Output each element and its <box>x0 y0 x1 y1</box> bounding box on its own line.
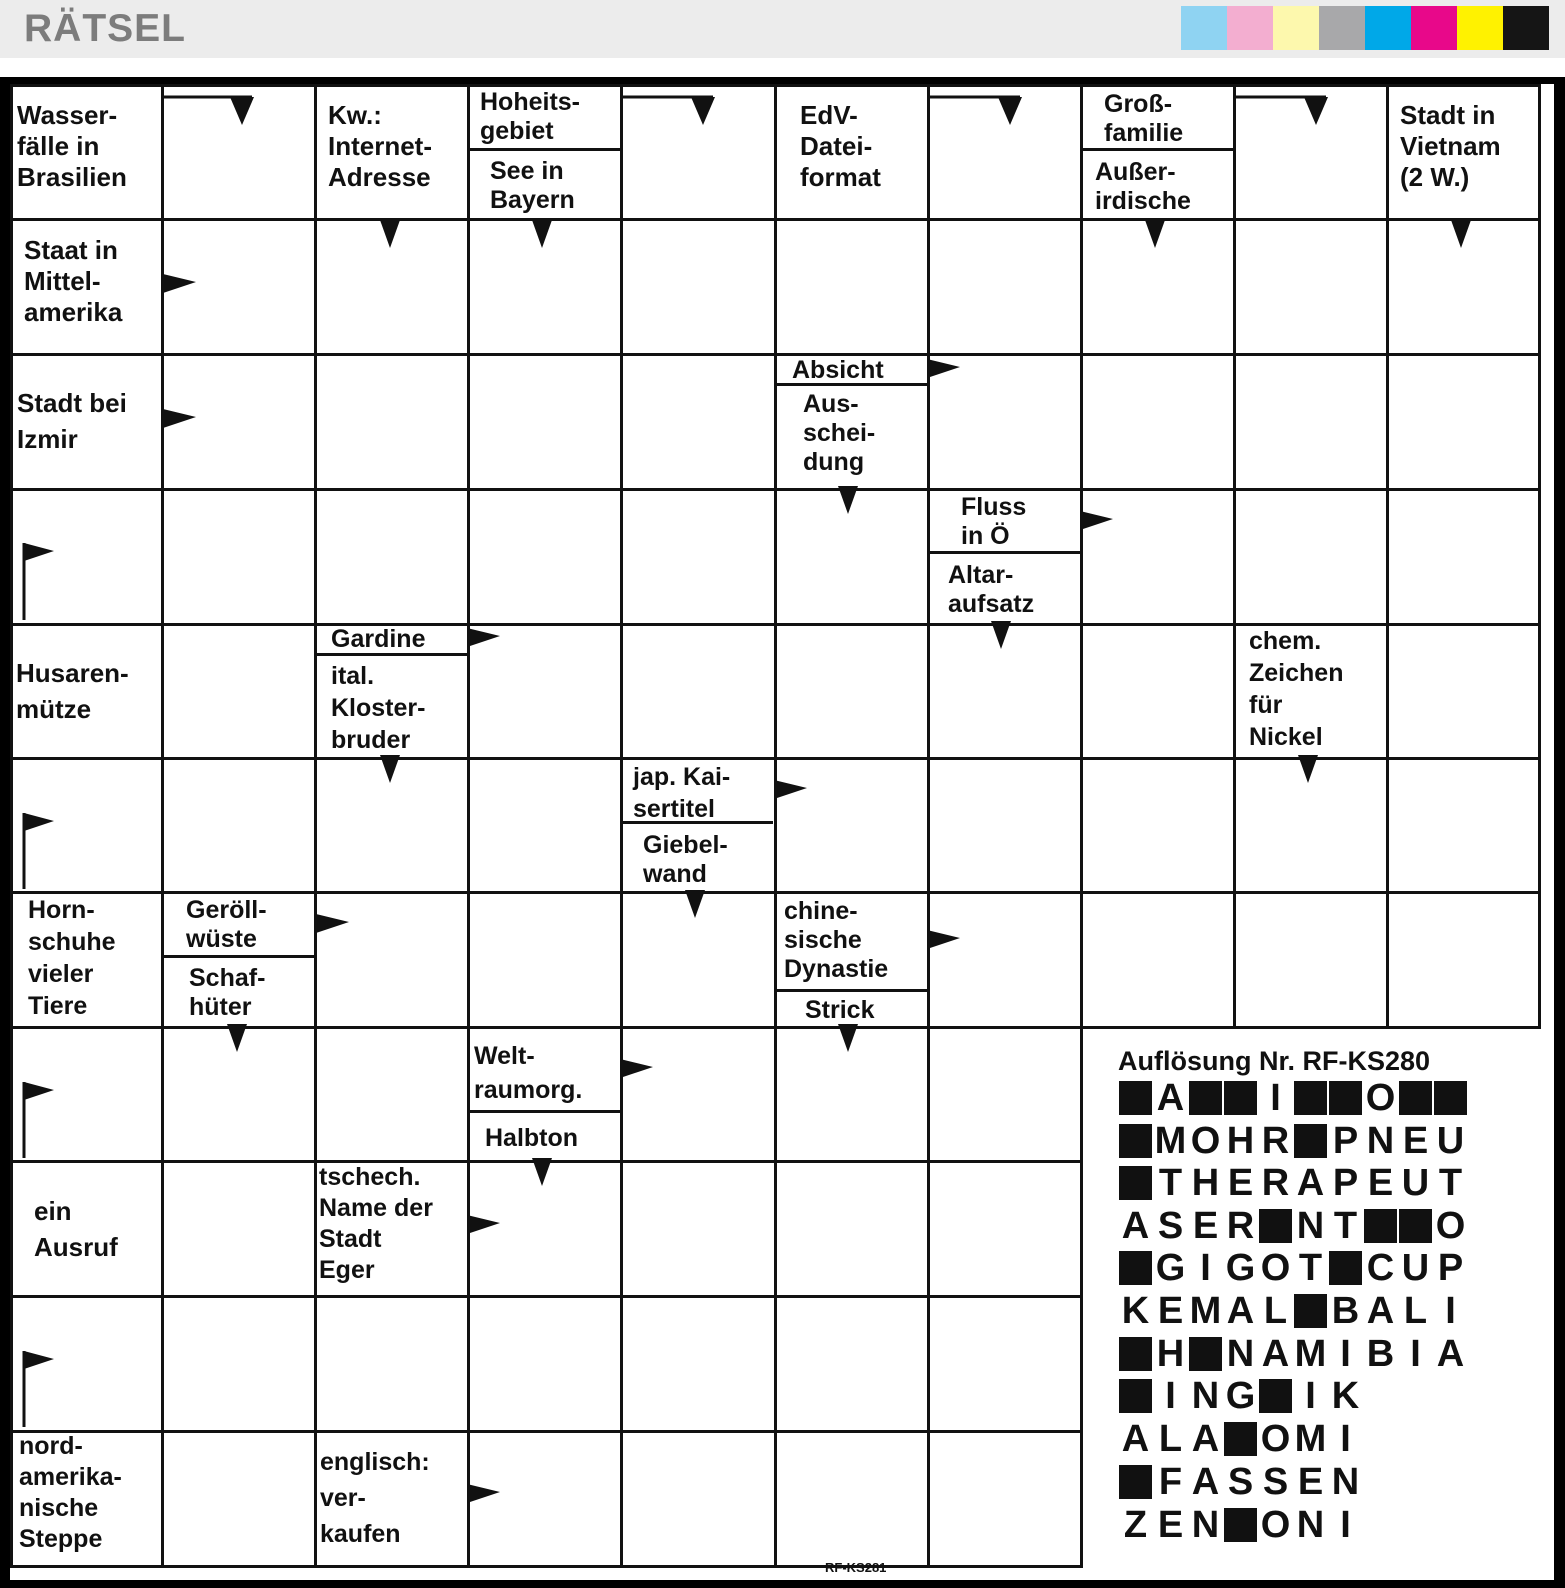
grid-cell[interactable] <box>161 1160 317 1298</box>
clue-altaraufsatz: Altar- aufsatz <box>948 561 1035 618</box>
solution-black-square <box>1259 1209 1292 1243</box>
solution-letter: H <box>1226 1120 1255 1162</box>
solution-letter: A <box>1156 1077 1185 1119</box>
solution-row <box>1118 1248 1468 1288</box>
solution-letter: O <box>1435 1205 1466 1247</box>
solution-letter: T <box>1298 1247 1323 1289</box>
clue-grossfamilie: Groß- familie <box>1104 90 1184 147</box>
grid-cell[interactable] <box>1233 353 1389 491</box>
clue-geroellwueste: Geröll- wüste <box>186 896 267 953</box>
grid-cell[interactable] <box>927 623 1083 760</box>
clue-stadt-in-vietnam: Stadt in Vietnam (2 W.) <box>1400 100 1501 192</box>
grid-cell[interactable] <box>1233 757 1389 894</box>
grid-cell[interactable] <box>314 488 470 626</box>
clue-ausruf: ein Ausruf <box>34 1196 118 1262</box>
clue-klosterbruder: ital. Kloster- bruder <box>331 662 426 754</box>
solution-letter: E <box>1402 1120 1429 1162</box>
solution-letter: A <box>1121 1418 1150 1460</box>
clue-wasserfaelle: Wasser- fälle in Brasilien <box>17 100 127 192</box>
solution-row <box>1118 1334 1468 1374</box>
solution-title: Auflösung Nr. RF-KS280 <box>1118 1046 1431 1076</box>
solution-black-square <box>1434 1081 1467 1115</box>
solution-black-square <box>1399 1081 1432 1115</box>
clue-halbton: Halbton <box>485 1124 579 1152</box>
solution-letter: I <box>1305 1375 1316 1417</box>
solution-letter: O <box>1260 1418 1291 1460</box>
grid-cell[interactable] <box>10 1026 164 1163</box>
solution-row <box>1118 1078 1468 1118</box>
solution-letter: O <box>1260 1247 1291 1289</box>
grid-cell[interactable] <box>467 218 623 356</box>
solution-black-square <box>1259 1379 1292 1413</box>
grid-cell[interactable] <box>774 1160 930 1298</box>
clue-internet-adresse: Kw.: Internet- Adresse <box>328 100 432 192</box>
solution-black-square <box>1119 1379 1152 1413</box>
solution-black-square <box>1294 1294 1327 1328</box>
solution-letter: I <box>1410 1333 1421 1375</box>
solution-black-square <box>1329 1251 1362 1285</box>
grid-cell[interactable] <box>774 623 930 760</box>
grid-cell[interactable] <box>1233 218 1389 356</box>
grid-cell[interactable] <box>467 623 623 760</box>
color-swatch <box>1365 6 1411 50</box>
solution-letter: M <box>1294 1418 1327 1460</box>
grid-cell[interactable] <box>927 891 1083 1029</box>
solution-letter: P <box>1332 1162 1359 1204</box>
grid-cell[interactable] <box>314 218 470 356</box>
solution-letter: I <box>1165 1375 1176 1417</box>
solution-letter: U <box>1436 1120 1465 1162</box>
solution-letter: N <box>1191 1504 1220 1546</box>
clue-chinesische-dynastie: chine- sische Dynastie <box>784 897 889 983</box>
puzzle-id: RF-KS281 <box>825 1560 887 1575</box>
color-swatch <box>1273 6 1319 50</box>
solution-letter: E <box>1367 1162 1394 1204</box>
solution-letter: H <box>1156 1333 1185 1375</box>
solution-black-square <box>1364 1209 1397 1243</box>
grid-cell[interactable] <box>10 1295 164 1433</box>
solution-row <box>1118 1376 1363 1416</box>
solution-letter: R <box>1261 1120 1290 1162</box>
solution-letter: H <box>1191 1162 1220 1204</box>
color-swatch <box>1181 6 1227 50</box>
solution-letter: A <box>1436 1333 1465 1375</box>
solution-row <box>1118 1419 1363 1459</box>
solution-black-square <box>1224 1422 1257 1456</box>
clue-fluss-in-oe: Fluss in Ö <box>961 493 1027 550</box>
solution-letter: R <box>1226 1205 1255 1247</box>
grid-cell[interactable] <box>1386 623 1541 760</box>
solution-black-square <box>1189 1081 1222 1115</box>
solution-row <box>1118 1121 1468 1161</box>
grid-cell[interactable] <box>467 891 623 1029</box>
solution-letter: S <box>1227 1461 1254 1503</box>
grid-cell[interactable] <box>161 218 317 356</box>
clue-staat-mittelamerika: Staat in Mittel- amerika <box>24 235 123 327</box>
solution-black-square <box>1119 1251 1152 1285</box>
clue-gardine: Gardine <box>331 625 426 653</box>
solution-letter: N <box>1191 1375 1220 1417</box>
color-swatch <box>1503 6 1549 50</box>
grid-cell[interactable] <box>620 353 777 491</box>
solution-letter: I <box>1200 1247 1211 1289</box>
clue-divider <box>161 955 314 958</box>
solution-letter: C <box>1366 1247 1395 1289</box>
solution-black-square <box>1119 1337 1152 1371</box>
color-swatch <box>1457 6 1503 50</box>
solution-letter: A <box>1296 1162 1325 1204</box>
clue-absicht: Absicht <box>792 356 884 384</box>
solution-row <box>1118 1505 1363 1545</box>
solution-letter: E <box>1192 1205 1219 1247</box>
grid-cell[interactable] <box>620 623 777 760</box>
grid-cell[interactable] <box>774 1026 930 1163</box>
clue-giebelwand: Giebel- wand <box>643 831 728 888</box>
clue-ausscheidung: Aus- schei- dung <box>803 390 876 476</box>
solution-letter: K <box>1331 1375 1360 1417</box>
solution-letter: K <box>1121 1290 1150 1332</box>
clue-divider <box>1080 148 1233 151</box>
solution-letter: A <box>1191 1461 1220 1503</box>
solution-letter: M <box>1294 1333 1327 1375</box>
solution-letter: N <box>1296 1205 1325 1247</box>
solution-row <box>1118 1462 1363 1502</box>
solution-letter: O <box>1190 1120 1221 1162</box>
solution-letter: I <box>1340 1418 1351 1460</box>
clue-tschech-stadt-eger: tschech. Name der Stadt Eger <box>319 1163 433 1284</box>
solution-letter: N <box>1366 1120 1395 1162</box>
grid-cell[interactable] <box>161 1026 317 1163</box>
clue-hornschuhe: Horn- schuhe vieler Tiere <box>28 896 116 1020</box>
clue-verkaufen: englisch: ver- kaufen <box>320 1448 430 1548</box>
solution-letter: N <box>1226 1333 1255 1375</box>
grid-cell[interactable] <box>161 623 317 760</box>
clue-steppe: nord- amerika- nische Steppe <box>19 1432 122 1553</box>
solution-letter: I <box>1445 1290 1456 1332</box>
grid-cell[interactable] <box>620 891 777 1029</box>
grid-cell[interactable] <box>927 1026 1083 1163</box>
header-bar <box>0 0 1565 58</box>
grid-cell[interactable] <box>774 218 930 356</box>
solution-letter: I <box>1340 1333 1351 1375</box>
clue-divider <box>467 148 620 151</box>
solution-letter: U <box>1401 1247 1430 1289</box>
solution-letter: S <box>1262 1461 1289 1503</box>
grid-cell[interactable] <box>314 757 470 894</box>
grid-cell[interactable] <box>161 488 317 626</box>
grid-cell[interactable] <box>467 1160 623 1298</box>
clue-datei-format: EdV- Datei- format <box>800 100 881 192</box>
grid-cell[interactable] <box>620 84 777 221</box>
solution-black-square <box>1399 1209 1432 1243</box>
grid-cell[interactable] <box>1080 757 1236 894</box>
solution-letter: Z <box>1123 1504 1148 1546</box>
solution-letter: T <box>1333 1205 1358 1247</box>
grid-cell[interactable] <box>467 353 623 491</box>
grid-cell[interactable] <box>314 353 470 491</box>
color-swatch <box>1411 6 1457 50</box>
solution-letter: E <box>1157 1290 1184 1332</box>
grid-cell[interactable] <box>1080 623 1236 760</box>
solution-letter: A <box>1121 1205 1150 1247</box>
solution-letter: B <box>1331 1290 1360 1332</box>
color-calibration-strip <box>1181 6 1549 50</box>
solution-letter: A <box>1226 1290 1255 1332</box>
grid-cell[interactable] <box>774 1430 930 1568</box>
grid-cell[interactable] <box>927 84 1083 221</box>
grid-cell[interactable] <box>620 1026 777 1163</box>
solution-letter: U <box>1401 1162 1430 1204</box>
solution-letter: I <box>1340 1504 1351 1546</box>
solution-black-square <box>1224 1508 1257 1542</box>
clue-zeichen-nickel: chem. Zeichen für Nickel <box>1249 627 1344 751</box>
grid-cell[interactable] <box>314 891 470 1029</box>
solution-letter: T <box>1438 1162 1463 1204</box>
solution-letter: T <box>1158 1162 1183 1204</box>
solution-row <box>1118 1206 1468 1246</box>
solution-letter: L <box>1263 1290 1288 1332</box>
solution-letter: A <box>1191 1418 1220 1460</box>
grid-cell[interactable] <box>927 1430 1083 1568</box>
solution-black-square <box>1119 1166 1152 1200</box>
solution-row <box>1118 1163 1468 1203</box>
grid-cell[interactable] <box>1233 84 1389 221</box>
grid-cell[interactable] <box>161 757 317 894</box>
solution-black-square <box>1119 1465 1152 1499</box>
grid-cell[interactable] <box>10 488 164 626</box>
clue-ausserirdische: Außer- irdische <box>1095 158 1191 215</box>
grid-cell[interactable] <box>620 488 777 626</box>
grid-cell[interactable] <box>10 757 164 894</box>
grid-cell[interactable] <box>1080 353 1236 491</box>
solution-letter: O <box>1365 1077 1396 1119</box>
solution-black-square <box>1119 1124 1152 1158</box>
grid-cell[interactable] <box>161 353 317 491</box>
grid-cell[interactable] <box>1080 891 1236 1029</box>
clue-schafhueter: Schaf- hüter <box>189 964 266 1021</box>
clue-kaisertitel: jap. Kai- sertitel <box>633 763 731 823</box>
clue-divider <box>774 989 927 992</box>
solution-letter: P <box>1437 1247 1464 1289</box>
grid-cell[interactable] <box>1386 353 1541 491</box>
grid-cell[interactable] <box>1386 757 1541 894</box>
clue-weltraumorg: Welt- raumorg. <box>474 1042 583 1104</box>
solution-letter: B <box>1366 1333 1395 1375</box>
color-swatch <box>1227 6 1273 50</box>
solution-letter: F <box>1158 1461 1183 1503</box>
clue-see-in-bayern: See in Bayern <box>490 157 575 214</box>
clue-divider <box>467 1110 620 1113</box>
grid-cell[interactable] <box>467 1295 623 1433</box>
solution-black-square <box>1294 1081 1327 1115</box>
grid-cell[interactable] <box>774 1295 930 1433</box>
grid-cell[interactable] <box>927 757 1083 894</box>
solution-letter: L <box>1403 1290 1428 1332</box>
solution-row <box>1118 1291 1468 1331</box>
grid-cell[interactable] <box>620 1160 777 1298</box>
solution-letter: E <box>1157 1504 1184 1546</box>
grid-cell[interactable] <box>467 488 623 626</box>
solution-letter: R <box>1261 1162 1290 1204</box>
solution-black-square <box>1189 1337 1222 1371</box>
solution-black-square <box>1119 1081 1152 1115</box>
grid-cell[interactable] <box>1080 218 1236 356</box>
grid-cell[interactable] <box>774 757 930 894</box>
grid-cell[interactable] <box>927 1160 1083 1298</box>
grid-cell[interactable] <box>927 353 1083 491</box>
clue-strick: Strick <box>805 996 875 1024</box>
solution-letter: A <box>1261 1333 1290 1375</box>
clue-stadt-bei-izmir: Stadt bei Izmir <box>17 388 127 454</box>
solution-letter: O <box>1260 1504 1291 1546</box>
grid-cell[interactable] <box>620 1430 777 1568</box>
grid-cell[interactable] <box>1080 488 1236 626</box>
grid-cell[interactable] <box>314 1295 470 1433</box>
grid-cell[interactable] <box>467 1430 623 1568</box>
solution-black-square <box>1329 1081 1362 1115</box>
grid-cell[interactable] <box>620 218 777 356</box>
grid-cell[interactable] <box>161 1430 317 1568</box>
solution-letter: M <box>1189 1290 1222 1332</box>
grid-cell[interactable] <box>1233 891 1389 1029</box>
clue-divider <box>927 551 1080 554</box>
solution-letter: I <box>1270 1077 1281 1119</box>
grid-cell[interactable] <box>774 488 930 626</box>
clue-hoheitsgebiet: Hoheits- gebiet <box>480 88 580 145</box>
solution-letter: S <box>1157 1205 1184 1247</box>
grid-cell[interactable] <box>161 1295 317 1433</box>
solution-letter: M <box>1154 1120 1187 1162</box>
solution-letter: N <box>1296 1504 1325 1546</box>
clue-husarenmuetze: Husaren- mütze <box>16 658 129 724</box>
solution-letter: L <box>1158 1418 1183 1460</box>
solution-letter: G <box>1155 1247 1186 1289</box>
grid-cell[interactable] <box>620 1295 777 1433</box>
solution-letter: G <box>1225 1247 1256 1289</box>
grid-cell[interactable] <box>467 757 623 894</box>
solution-letter: N <box>1331 1461 1360 1503</box>
grid-cell[interactable] <box>927 1295 1083 1433</box>
page-title: RÄTSEL <box>24 7 186 50</box>
grid-cell[interactable] <box>1386 891 1541 1029</box>
solution-letter: E <box>1227 1162 1254 1204</box>
solution-letter: P <box>1332 1120 1359 1162</box>
grid-cell[interactable] <box>1386 488 1541 626</box>
grid-cell[interactable] <box>1386 218 1541 356</box>
grid-cell[interactable] <box>1233 488 1389 626</box>
grid-cell[interactable] <box>161 84 317 221</box>
solution-letter: A <box>1366 1290 1395 1332</box>
grid-cell[interactable] <box>314 1026 470 1163</box>
color-swatch <box>1319 6 1365 50</box>
solution-letter: G <box>1225 1375 1256 1417</box>
grid-cell[interactable] <box>927 218 1083 356</box>
solution-black-square <box>1294 1124 1327 1158</box>
solution-letter: E <box>1297 1461 1324 1503</box>
solution-black-square <box>1224 1081 1257 1115</box>
